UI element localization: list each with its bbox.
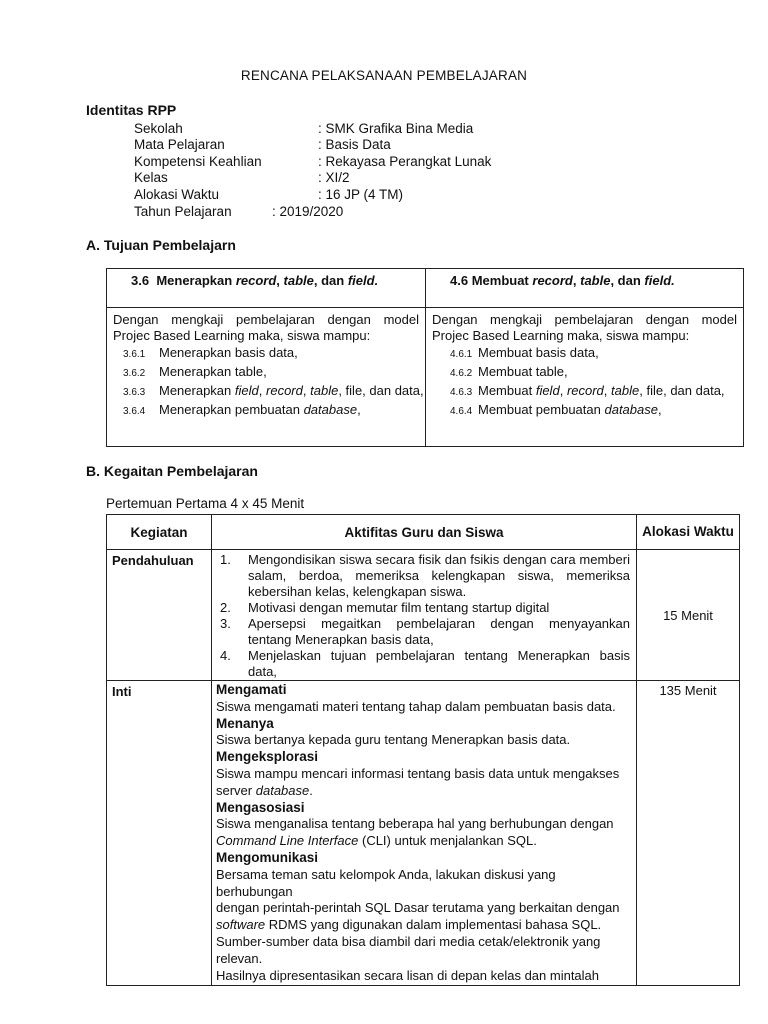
col-aktifitas: Aktifitas Guru dan Siswa [212,515,637,550]
inti-mengamati: Mengamati Siswa mengamati materi tentang tahap dalam pembuatan basis data. [216,682,616,714]
identity-value: : 16 JP (4 TM) [318,187,404,202]
phase-pendahuluan: Pendahuluan [107,550,212,681]
identity-label: Kompetensi Keahlian [134,154,262,169]
section-b-heading: B. Kegaitan Pembelajaran [86,463,258,479]
step-item: 1. Mengondisikan siswa secara fisik dan fsikis dengan cara memberi salam, berdoa, memeriksa kelengkapan siswa, memeriksa kebersihan kelas, kelengkapan siswa. [220,552,630,599]
identity-value: : XI/2 [318,170,350,185]
identity-value: : SMK Grafika Bina Media [318,121,474,136]
step-item: 2. Motivasi dengan memutar film tentang startup digital [220,600,550,615]
objective-item: 3.6.3 Menerapkan field, record, table, file, dan data, [123,383,424,398]
identity-value: : 2019/2020 [272,204,344,219]
col-kegiatan: Kegiatan [107,515,212,550]
phase-inti: Inti [107,681,212,986]
objective-body-left [107,308,426,447]
inti-mengomunikasi: Mengomunikasi Bersama teman satu kelompok Anda, lakukan diskusi yang berhubungan dengan perintah-perintah SQL Dasar terutama yang berkaitan dengan software RDMS yang digunakan dalam implementasi bahasa SQL. Sumber-sumber data bisa diambil dari media cetak/elektronik yang relevan. Hasilnya dipresentasikan secara lisan di depan kelas dan mintalah [216,849,620,983]
inti-mengeksplorasi: Mengeksplorasi Siswa mampu mencari informasi tentang basis data untuk mengakses server database. [216,749,620,798]
identity-label: Mata Pelajaran [134,137,225,152]
objective-header-right: 4.6 Membuat record, table, dan field. [426,269,744,308]
objective-item: 3.6.1 Menerapkan basis data, [123,345,298,360]
activities-table [106,514,740,986]
pendahuluan-time: 15 Menit [637,550,740,681]
inti-time: 135 Menit [637,681,740,986]
meeting-label: Pertemuan Pertama 4 x 45 Menit [106,496,305,511]
objective-intro: Dengan mengkaji pembelajaran dengan model Projec Based Learning maka, siswa mampu: [432,312,737,343]
objective-item: 4.6.2 Membuat table, [450,364,568,379]
identity-label: Alokasi Waktu [134,187,220,202]
objective-intro: Dengan mengkaji pembelajaran dengan model Projec Based Learning maka, siswa mampu: [113,312,419,343]
identity-heading: Identitas RPP [86,102,177,118]
section-a-heading: A. Tujuan Pembelajarn [86,237,236,253]
objective-item: 3.6.2 Menerapkan table, [123,364,267,379]
pendahuluan-activities [212,550,637,681]
inti-mengasosiasi: Mengasosiasi Siswa menganalisa tentang beberapa hal yang berhubungan dengan Command Line Interface (CLI) untuk menjalankan SQL. [216,799,614,849]
objective-body-right [426,308,744,447]
objective-item: 3.6.4 Menerapkan pembuatan database, [123,402,361,417]
objective-item: 4.6.3 Membuat field, record, table, file, dan data, [450,383,725,398]
identity-value: : Basis Data [318,137,391,152]
identity-label: Sekolah [134,121,183,136]
objective-item: 4.6.4 Membuat pembuatan database, [450,402,662,417]
inti-menanya: Menanya Siswa bertanya kepada guru tentang Menerapkan basis data. [216,715,571,748]
col-alokasi: Alokasi Waktu [637,515,740,550]
objective-item: 4.6.1 Membuat basis data, [450,345,599,360]
inti-activities [212,681,637,986]
identity-label: Tahun Pelajaran [134,204,232,219]
document-title: RENCANA PELAKSANAAN PEMBELAJARAN [240,68,528,83]
objective-list [426,344,743,420]
identity-label: Kelas [134,170,168,185]
step-item: 4. Menjelaskan tujuan pembelajaran tentang Menerapkan basis data, [220,648,630,679]
objectives-table [106,268,744,447]
step-item: 3. Apersepsi megaitkan pembelajaran dengan menyayankan tentang Menerapkan basis data, [220,616,630,647]
objective-header-left: 3.6 Menerapkan record, table, dan field. [107,269,426,308]
objective-list [107,344,425,420]
identity-value: : Rekayasa Perangkat Lunak [318,154,492,169]
